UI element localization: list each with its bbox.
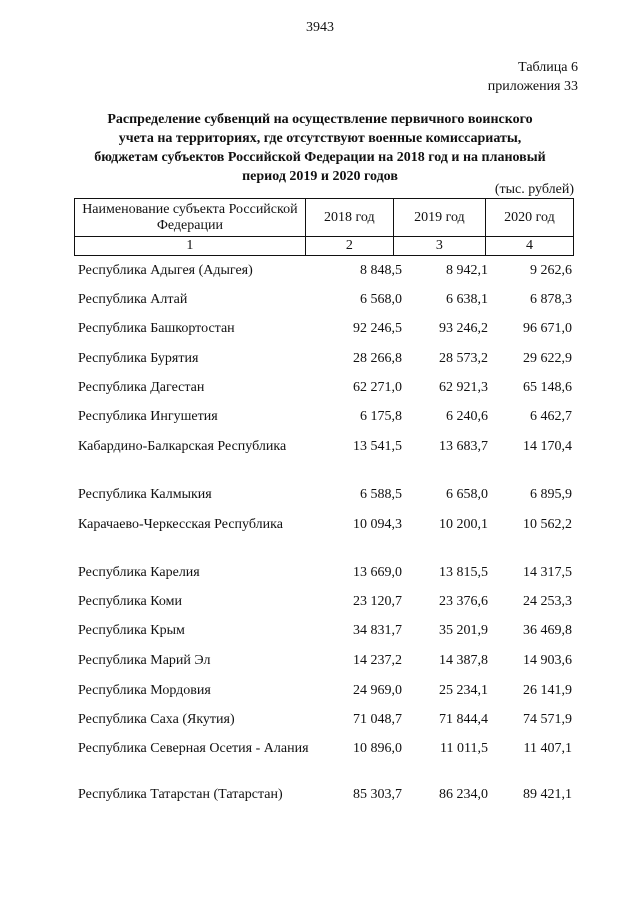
title-line: Распределение субвенций на осуществление первичного воинского	[107, 112, 533, 127]
header-year-2020: 2020 год	[485, 199, 573, 237]
value-2019: 62 921,3	[439, 380, 488, 395]
value-2018: 14 237,2	[353, 653, 402, 668]
table-row	[0, 438, 640, 474]
table-header	[74, 198, 574, 256]
value-2019: 25 234,1	[439, 683, 488, 698]
table-row	[0, 350, 640, 368]
value-2020: 74 571,9	[523, 712, 572, 727]
value-2020: 29 622,9	[523, 351, 572, 366]
value-2019: 13 683,7	[439, 439, 488, 454]
value-2020: 11 407,1	[523, 741, 572, 756]
table-ref-line: приложения 33	[487, 79, 578, 94]
value-2018: 10 094,3	[353, 517, 402, 532]
subject-name: Республика Адыгея (Адыгея)	[78, 263, 253, 278]
document-title	[60, 110, 580, 186]
value-2020: 89 421,1	[523, 787, 572, 802]
table-row	[0, 379, 640, 397]
value-2018: 6 568,0	[360, 292, 402, 307]
value-2018: 6 175,8	[360, 409, 402, 424]
table-row	[0, 652, 640, 670]
table-row	[0, 740, 640, 776]
page-number: 3943	[306, 20, 334, 35]
value-2019: 86 234,0	[439, 787, 488, 802]
subject-name: Республика Северная Осетия - Алания	[78, 741, 309, 756]
value-2018: 71 048,7	[353, 712, 402, 727]
table-row	[0, 786, 640, 822]
value-2020: 9 262,6	[530, 263, 572, 278]
column-number: 1	[75, 237, 306, 256]
units-label: (тыс. рублей)	[494, 182, 574, 197]
subject-name: Республика Татарстан (Татарстан)	[78, 787, 283, 802]
value-2018: 62 271,0	[353, 380, 402, 395]
table-row	[0, 320, 640, 338]
value-2018: 24 969,0	[353, 683, 402, 698]
value-2019: 71 844,4	[439, 712, 488, 727]
value-2019: 10 200,1	[439, 517, 488, 532]
subject-name: Карачаево-Черкесская Республика	[78, 517, 283, 532]
value-2019: 13 815,5	[439, 565, 488, 580]
subject-name: Республика Мордовия	[78, 683, 211, 698]
value-2018: 8 848,5	[360, 263, 402, 278]
value-2020: 14 317,5	[523, 565, 572, 580]
header-subject-name: Наименование субъекта Российской Федерации	[75, 199, 306, 237]
subject-name: Республика Крым	[78, 623, 185, 638]
table-row	[0, 564, 640, 582]
value-2019: 6 658,0	[446, 487, 488, 502]
value-2019: 28 573,2	[439, 351, 488, 366]
table-row	[0, 622, 640, 640]
value-2019: 11 011,5	[440, 741, 488, 756]
value-2018: 10 896,0	[353, 741, 402, 756]
header-year-2019: 2019 год	[393, 199, 485, 237]
subject-name: Республика Калмыкия	[78, 487, 212, 502]
subject-name: Кабардино-Балкарская Республика	[78, 439, 287, 454]
table-reference	[488, 58, 578, 96]
value-2018: 6 588,5	[360, 487, 402, 502]
value-2020: 36 469,8	[523, 623, 572, 638]
table-row	[0, 262, 640, 280]
table-row	[0, 593, 640, 611]
subject-name: Республика Саха (Якутия)	[78, 712, 235, 727]
value-2019: 6 638,1	[446, 292, 488, 307]
table-row	[0, 711, 640, 729]
table-row	[0, 408, 640, 426]
value-2019: 6 240,6	[446, 409, 488, 424]
column-number: 3	[393, 237, 485, 256]
table-row	[0, 516, 640, 552]
value-2020: 26 141,9	[523, 683, 572, 698]
value-2018: 28 266,8	[353, 351, 402, 366]
value-2019: 8 942,1	[446, 263, 488, 278]
value-2020: 14 903,6	[523, 653, 572, 668]
table-row	[0, 291, 640, 309]
subject-name: Республика Дагестан	[78, 380, 205, 395]
value-2018: 85 303,7	[353, 787, 402, 802]
value-2019: 93 246,2	[439, 321, 488, 336]
value-2019: 23 376,6	[439, 594, 488, 609]
value-2020: 10 562,2	[523, 517, 572, 532]
value-2020: 6 462,7	[530, 409, 572, 424]
header-year-2018: 2018 год	[305, 199, 393, 237]
subject-name: Республика Ингушетия	[78, 409, 218, 424]
value-2020: 14 170,4	[523, 439, 572, 454]
value-2020: 24 253,3	[523, 594, 572, 609]
value-2018: 92 246,5	[353, 321, 402, 336]
column-number: 2	[305, 237, 393, 256]
value-2018: 34 831,7	[353, 623, 402, 638]
value-2020: 65 148,6	[523, 380, 572, 395]
subject-name: Республика Алтай	[78, 292, 188, 307]
value-2018: 13 541,5	[353, 439, 402, 454]
value-2020: 6 895,9	[530, 487, 572, 502]
value-2018: 23 120,7	[353, 594, 402, 609]
table-ref-line: Таблица 6	[518, 60, 578, 75]
title-line: учета на территориях, где отсутствуют военные комиссариаты,	[118, 131, 522, 146]
column-number: 4	[485, 237, 573, 256]
value-2020: 96 671,0	[523, 321, 572, 336]
subject-name: Республика Башкортостан	[78, 321, 235, 336]
title-line: бюджетам субъектов Российской Федерации на 2018 год и на плановый	[94, 150, 546, 165]
title-line: период 2019 и 2020 годов	[242, 169, 398, 184]
value-2020: 6 878,3	[530, 292, 572, 307]
subject-name: Республика Карелия	[78, 565, 200, 580]
table-row	[0, 682, 640, 700]
subject-name: Республика Марий Эл	[78, 653, 211, 668]
subject-name: Республика Коми	[78, 594, 182, 609]
table-row	[0, 486, 640, 504]
value-2019: 14 387,8	[439, 653, 488, 668]
value-2018: 13 669,0	[353, 565, 402, 580]
subject-name: Республика Бурятия	[78, 351, 199, 366]
value-2019: 35 201,9	[439, 623, 488, 638]
